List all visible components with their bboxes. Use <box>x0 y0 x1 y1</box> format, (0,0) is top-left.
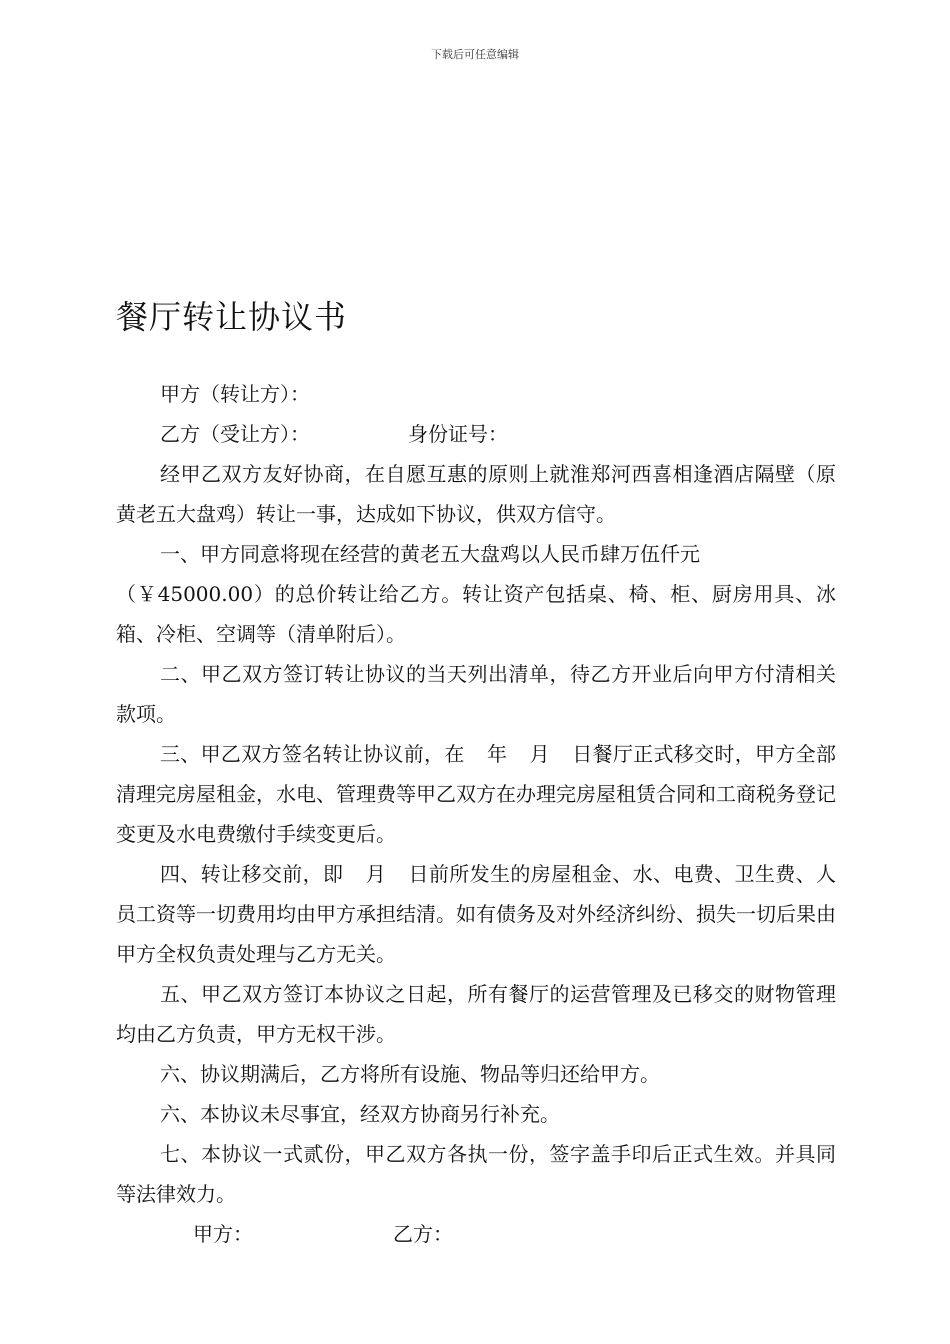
party-b-label: 乙方（受让方）： <box>160 422 310 446</box>
clause-5: 五、甲乙双方签订本协议之日起，所有餐厅的运营管理及已移交的财物管理均由乙方负责，甲方无权干涉。 <box>116 982 836 1046</box>
clause-7: 七、本协议一式贰份，甲乙双方各执一份，签字盖手印后正式生效。并具同等法律效力。 <box>116 1142 836 1206</box>
clause-6a: 六、协议期满后，乙方将所有设施、物品等归还给甲方。 <box>160 1062 660 1086</box>
intro-paragraph: 经甲乙双方友好协商，在自愿互惠的原则上就淮郑河西喜相逢酒店隔壁（原黄老五大盘鸡）转让一事，达成如下协议，供双方信守。 <box>116 462 836 526</box>
party-a-line: 甲方（转让方）： <box>160 382 310 406</box>
clause-4-part-2: 日前所发生的房屋租金、水、电费、卫生费、人员工资等一切费用均由甲方承担结清。如有债务及对外经济纠纷、损失一切后果由甲方全权负责处理与乙方无关。 <box>116 862 836 966</box>
clause-3 <box>116 734 836 854</box>
clause-4-part-1: 四、转让移交前，即 <box>160 862 344 886</box>
party-b-line <box>116 414 836 454</box>
clause-3-month: 月 <box>529 742 550 766</box>
signature-party-a: 甲方： <box>193 1222 253 1246</box>
header-note: 下载后可任意编辑 <box>431 48 519 61</box>
clause-1-line-1: 一、甲方同意将现在经营的黄老五大盘鸡以人民币肆万伍仟元 <box>160 542 700 566</box>
clause-3-part-1: 三、甲乙双方签名转让协议前，在 <box>160 742 465 766</box>
clause-1-line-2: （￥45000.00）的总价转让给乙方。转让资产包括桌、椅、柜、厨房用具、冰箱、冷柜、空调等（清单附后）。 <box>116 582 836 646</box>
clause-6b: 六、本协议未尽事宜，经双方协商另行补充。 <box>160 1102 560 1126</box>
signature-party-b: 乙方： <box>393 1222 453 1246</box>
clause-3-part-2: 日餐厅正式移交时，甲方全部清理完房屋租金，水电、管理费等甲乙双方在办理完房屋租赁合同和工商税务登记变更及水电费缴付手续变更后。 <box>116 742 836 846</box>
clause-2: 二、甲乙双方签订转让协议的当天列出清单，待乙方开业后向甲方付清相关款项。 <box>116 662 836 726</box>
clause-4-month: 月 <box>365 862 387 886</box>
party-b-id-label: 身份证号： <box>408 422 508 446</box>
clause-4 <box>116 854 836 974</box>
document-body <box>116 374 836 1254</box>
signature-line <box>116 1214 836 1254</box>
document-title: 餐厅转让协议书 <box>116 298 348 336</box>
clause-3-year: 年 <box>486 742 508 766</box>
